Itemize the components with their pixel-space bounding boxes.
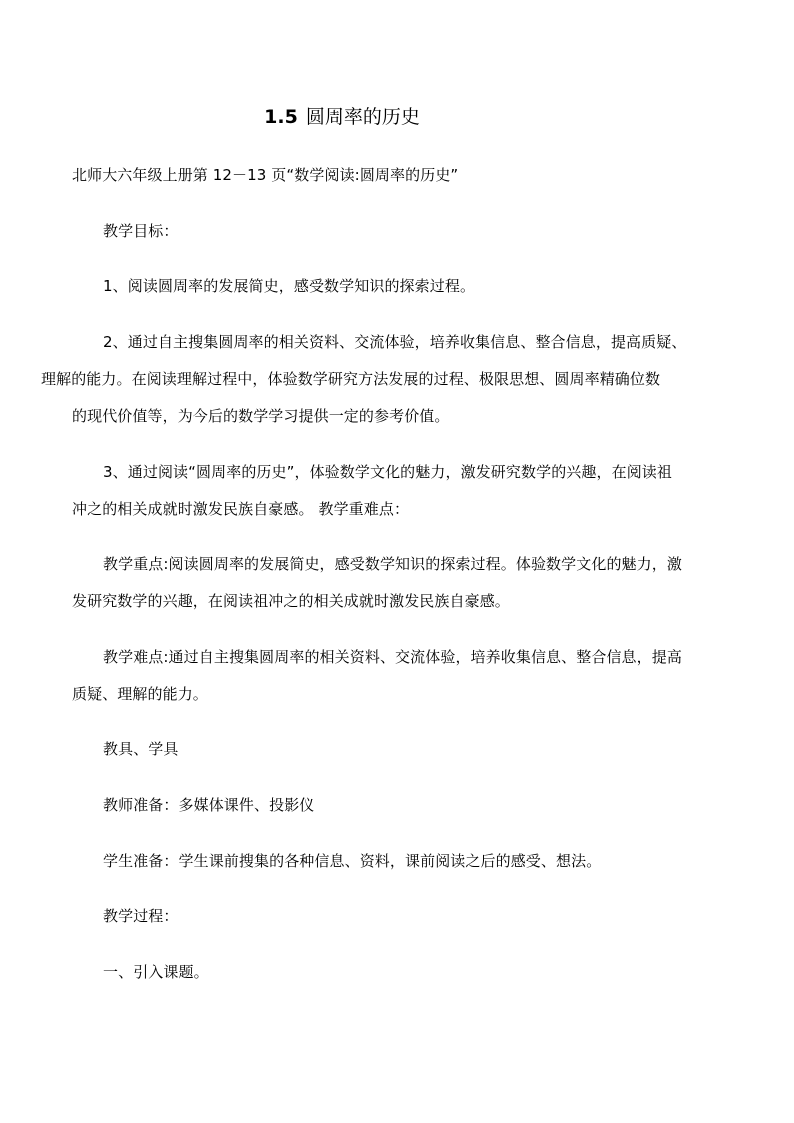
student-prep: 学生准备：学生课前搜集的各种信息、资料，课前阅读之后的感受、想法。 <box>103 852 602 870</box>
objectives-heading: 教学目标： <box>103 222 179 240</box>
document-title <box>0 102 684 132</box>
tools-heading: 教具、学具 <box>103 740 179 758</box>
key-point-line: 发研究数学的兴趣，在阅读祖冲之的相关成就时激发民族自豪感。 <box>72 592 510 610</box>
objective-2-line: 的现代价值等，为今后的数学学习提供一定的参考价值。 <box>72 407 450 425</box>
title-number: 1.5 <box>264 106 298 128</box>
objective-3-line: 冲之的相关成就时激发民族自豪感。 教学重难点： <box>72 500 410 518</box>
source-line: 北师大六年级上册第 12－13 页“数学阅读:圆周率的历史” <box>72 166 459 184</box>
process-heading: 教学过程： <box>103 907 179 925</box>
difficult-point <box>72 639 724 713</box>
key-point <box>72 546 724 620</box>
objective-2 <box>41 324 724 435</box>
step-1: 一、引入课题。 <box>103 963 209 981</box>
key-point-line: 教学重点:阅读圆周率的发展简史，感受数学知识的探索过程。体验数学文化的魅力，激 <box>103 555 682 573</box>
difficult-point-line: 教学难点:通过自主搜集圆周率的相关资料、交流体验，培养收集信息、整合信息，提高 <box>103 648 682 666</box>
teacher-prep: 教师准备：多媒体课件、投影仪 <box>103 796 315 814</box>
objective-2-line: 2、通过自主搜集圆周率的相关资料、交流体验，培养收集信息、整合信息，提高质疑、 <box>103 333 687 351</box>
objective-3 <box>72 454 724 528</box>
objective-1: 1、阅读圆周率的发展简史，感受数学知识的探索过程。 <box>103 277 476 295</box>
objective-2-line: 理解的能力。在阅读理解过程中，体验数学研究方法发展的过程、极限思想、圆周率精确位数 <box>41 370 661 388</box>
difficult-point-line: 质疑、理解的能力。 <box>72 685 208 703</box>
title-text: 圆周率的历史 <box>305 106 420 128</box>
objective-3-line: 3、通过阅读“圆周率的历史”，体验数学文化的魅力，激发研究数学的兴趣，在阅读祖 <box>103 463 672 481</box>
